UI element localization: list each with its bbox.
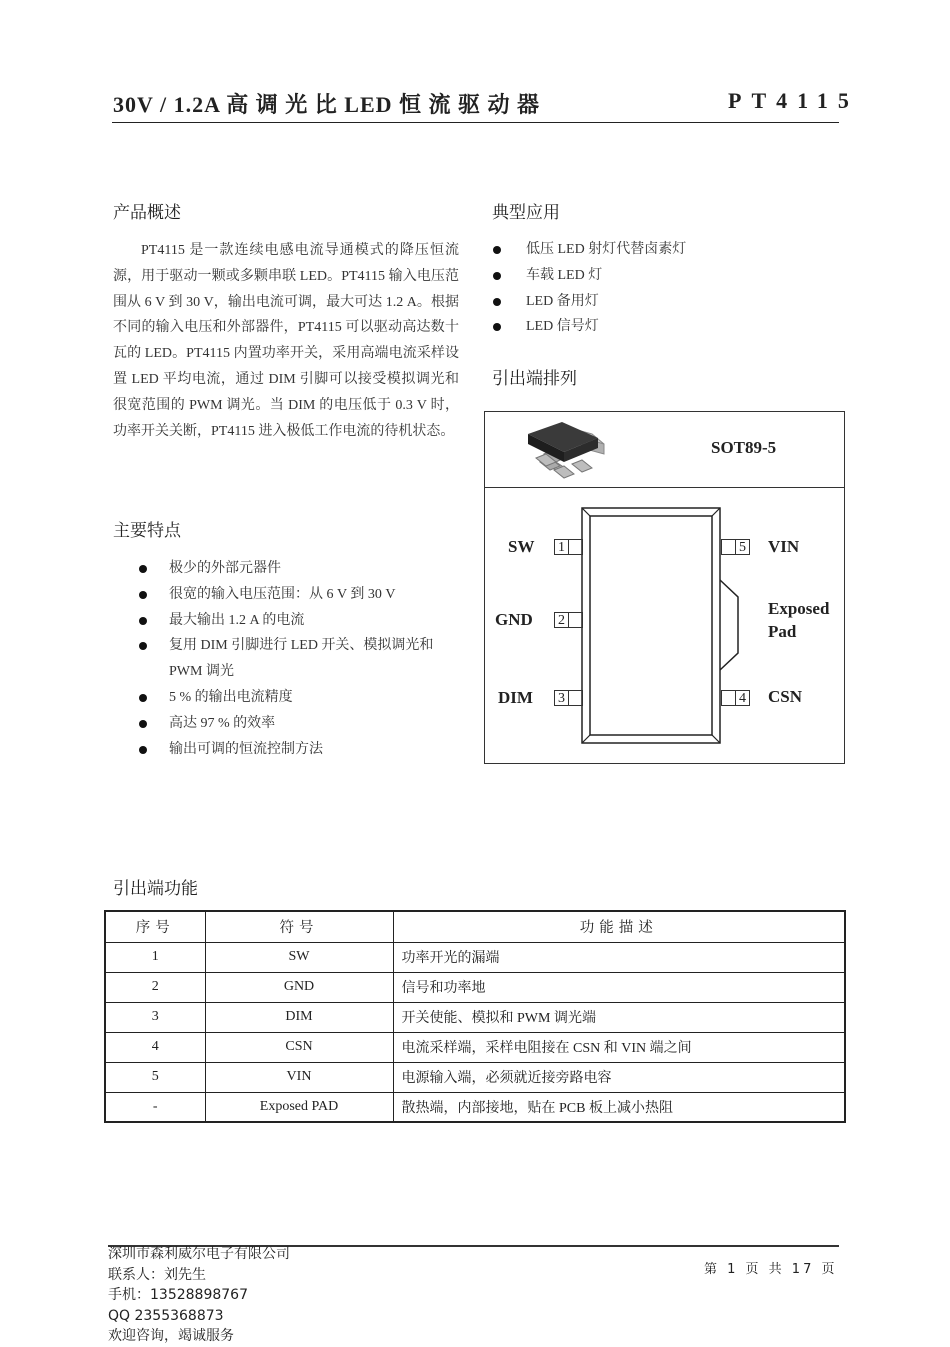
table-cell: CSN [205, 1032, 393, 1062]
bullet-icon [493, 298, 501, 306]
features-list [137, 556, 461, 762]
table-row [105, 1032, 845, 1062]
bullet-icon [139, 694, 147, 702]
list-item: LED 信号灯 [492, 314, 792, 340]
column-header: 符号 [205, 911, 393, 942]
table-cell: 1 [105, 942, 205, 972]
company-name: 深圳市森利威尔电子有限公司 [108, 1246, 290, 1262]
pin-label-gnd: GND [495, 610, 533, 629]
footer-contact [108, 1244, 290, 1347]
column-header: 序号 [105, 911, 205, 942]
table-cell: 开关使能、模拟和 PWM 调光端 [393, 1002, 845, 1032]
pin-label-csn: CSN [768, 687, 803, 706]
header-rule [112, 122, 839, 123]
contact-person: 联系人：刘先生 [108, 1266, 206, 1283]
pin-number-4: 4 [735, 690, 750, 706]
pin-number-1: 1 [554, 539, 569, 555]
pin-lead [721, 690, 735, 706]
list-item: 极少的外部元器件 [137, 556, 461, 582]
table-row [105, 1092, 845, 1122]
column-header: 功能描述 [393, 911, 845, 942]
table-cell: GND [205, 972, 393, 1002]
pin-label-sw: SW [508, 537, 535, 556]
pin-number-2: 2 [554, 612, 569, 628]
document-title: 30V / 1.2A 高 调 光 比 LED 恒 流 驱 动 器 [113, 92, 541, 117]
pin-function-table [104, 910, 846, 1123]
welcome-text: 欢迎咨询，竭诚服务 [108, 1328, 234, 1344]
table-cell: VIN [205, 1062, 393, 1092]
table-cell: 功率开光的漏端 [393, 942, 845, 972]
pin-label-exposed: Exposed [768, 599, 830, 618]
phone-number: 手机：13528898767 [108, 1287, 248, 1303]
overview-text [113, 238, 459, 444]
pin-label-dim: DIM [498, 688, 533, 707]
table-row [105, 942, 845, 972]
pinout-heading: 引出端排列 [492, 369, 577, 389]
pin-lead [569, 690, 583, 706]
list-item: 高达 97 % 的效率 [137, 711, 461, 737]
table-cell: DIM [205, 1002, 393, 1032]
table-row [105, 1002, 845, 1032]
table-row [105, 972, 845, 1002]
list-item: LED 备用灯 [492, 289, 792, 315]
list-item: 最大输出 1.2 A 的电流 [137, 608, 461, 634]
package-name: SOT89-5 [711, 438, 777, 457]
pin-label-pad: Pad [768, 622, 797, 641]
list-item: 输出可调的恒流控制方法 [137, 737, 461, 763]
overview-heading: 产品概述 [113, 203, 181, 223]
table-cell: 4 [105, 1032, 205, 1062]
sot89-package-icon [512, 414, 612, 486]
bullet-icon [139, 565, 147, 573]
table-cell: Exposed PAD [205, 1092, 393, 1122]
pin-lead [569, 539, 583, 555]
table-cell: 电源输入端，必须就近接旁路电容 [393, 1062, 845, 1092]
ic-body-outline [578, 505, 744, 747]
pin-number-3: 3 [554, 690, 569, 706]
pin-functions-heading: 引出端功能 [113, 879, 198, 899]
bullet-icon [139, 591, 147, 599]
applications-list [492, 237, 792, 340]
bullet-icon [139, 642, 147, 650]
features-heading: 主要特点 [113, 521, 181, 541]
table-cell: 信号和功率地 [393, 972, 845, 1002]
bullet-icon [139, 720, 147, 728]
bullet-icon [139, 617, 147, 625]
pinout-divider [484, 487, 845, 488]
list-item: 复用 DIM 引脚进行 LED 开关、模拟调光和 PWM 调光 [137, 633, 461, 685]
pin-number-5: 5 [735, 539, 750, 555]
list-item: 5 % 的输出电流精度 [137, 685, 461, 711]
table-header-row [105, 911, 845, 942]
qq-number: QQ 2355368873 [108, 1307, 224, 1324]
table-cell: 电流采样端，采样电阻接在 CSN 和 VIN 端之间 [393, 1032, 845, 1062]
overview-paragraph: PT4115 是一款连续电感电流导通模式的降压恒流源，用于驱动一颗或多颗串联 LED。PT4115 输入电压范围从 6 V 到 30 V，输出电流可调，最大可达 1.2 A。根据不同的输入电压和外部器件，PT4115 可以驱动高达数十瓦的 LED。PT4115 内置功率开关，采用高端电流采样设置 LED 平均电流，通过 DIM 引脚可以接受模拟调光和很宽范围的 PWM 调光。当 DIM 的电压低于 0.3 V 时，功率开关关断，PT4115 进入极低工作电流的待机状态。 [113, 243, 459, 439]
page-number: 第 1 页 共 17 页 [704, 1262, 838, 1277]
pin-lead [721, 539, 735, 555]
table-row [105, 1062, 845, 1092]
table-cell: SW [205, 942, 393, 972]
pin-label-vin: VIN [768, 537, 800, 556]
table-cell: 5 [105, 1062, 205, 1092]
bullet-icon [493, 323, 501, 331]
list-item: 低压 LED 射灯代替卤素灯 [492, 237, 792, 263]
list-item: 很宽的输入电压范围：从 6 V 到 30 V [137, 582, 461, 608]
pin-lead [569, 612, 583, 628]
table-cell: 3 [105, 1002, 205, 1032]
applications-heading: 典型应用 [492, 203, 560, 223]
bullet-icon [493, 246, 501, 254]
bullet-icon [493, 272, 501, 280]
bullet-icon [139, 746, 147, 754]
table-cell: 2 [105, 972, 205, 1002]
table-cell: - [105, 1092, 205, 1122]
table-cell: 散热端，内部接地，贴在 PCB 板上减小热阻 [393, 1092, 845, 1122]
part-number: PT4115 [728, 88, 859, 113]
list-item: 车载 LED 灯 [492, 263, 792, 289]
